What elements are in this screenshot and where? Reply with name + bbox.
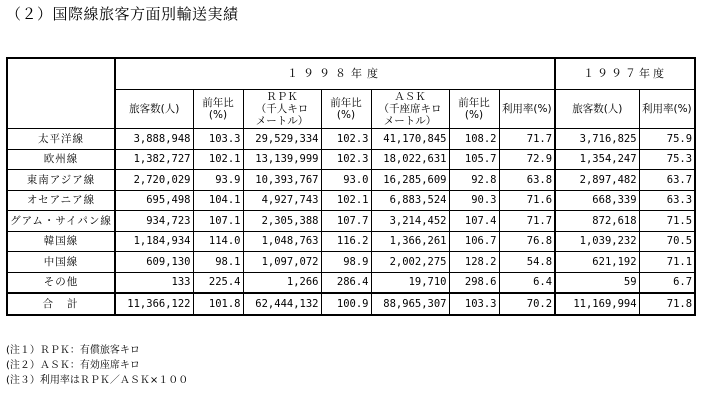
- column-header-load-factor-1997: 利用率(%): [639, 90, 695, 129]
- cell-passengers-1998: 11,366,122: [115, 293, 193, 315]
- cell-ask: 18,022,631: [371, 149, 449, 170]
- cell-ask-yoy: 128.2: [449, 252, 499, 273]
- cell-rpk-yoy: 102.1: [321, 190, 371, 211]
- cell-passengers-1998: 2,720,029: [115, 170, 193, 191]
- cell-passengers-1998: 609,130: [115, 252, 193, 273]
- cell-load-factor-1998: 6.4: [499, 272, 555, 293]
- cell-passengers-yoy: 93.9: [193, 170, 243, 191]
- cell-rpk: 29,529,334: [243, 129, 321, 150]
- cell-rpk-yoy: 100.9: [321, 293, 371, 315]
- cell-load-factor-1997: 63.3: [639, 190, 695, 211]
- cell-load-factor-1998: 76.8: [499, 231, 555, 252]
- region-name: その他: [7, 272, 115, 293]
- cell-passengers-yoy: 107.1: [193, 211, 243, 232]
- cell-ask-yoy: 107.4: [449, 211, 499, 232]
- table-row: [7, 149, 695, 170]
- cell-load-factor-1998: 54.8: [499, 252, 555, 273]
- transport-results-table: [6, 57, 696, 316]
- corner-cell: [7, 58, 115, 129]
- page-title: （２）国際線旅客方面別輸送実績: [6, 5, 239, 23]
- region-name: 欧州線: [7, 149, 115, 170]
- cell-passengers-yoy: 98.1: [193, 252, 243, 273]
- cell-passengers-1997: 668,339: [555, 190, 639, 211]
- cell-load-factor-1997: 71.8: [639, 293, 695, 315]
- cell-passengers-yoy: 114.0: [193, 231, 243, 252]
- cell-rpk-yoy: 116.2: [321, 231, 371, 252]
- cell-load-factor-1998: 71.7: [499, 129, 555, 150]
- region-name: 太平洋線: [7, 129, 115, 150]
- column-header-load-factor-1998: 利用率(%): [499, 90, 555, 129]
- cell-rpk: 1,266: [243, 272, 321, 293]
- cell-passengers-1998: 934,723: [115, 211, 193, 232]
- cell-passengers-1998: 695,498: [115, 190, 193, 211]
- cell-passengers-yoy: 225.4: [193, 272, 243, 293]
- footnote: (注１）ＲＰＫ：有償旅客キロ: [6, 345, 140, 356]
- footnote: (注２）ＡＳＫ：有効座席キロ: [6, 360, 140, 371]
- cell-passengers-yoy: 103.3: [193, 129, 243, 150]
- cell-passengers-1998: 1,184,934: [115, 231, 193, 252]
- cell-ask-yoy: 105.7: [449, 149, 499, 170]
- cell-rpk: 2,305,388: [243, 211, 321, 232]
- cell-rpk: 1,097,072: [243, 252, 321, 273]
- cell-rpk-yoy: 98.9: [321, 252, 371, 273]
- cell-passengers-1997: 872,618: [555, 211, 639, 232]
- cell-ask: 41,170,845: [371, 129, 449, 150]
- cell-load-factor-1997: 6.7: [639, 272, 695, 293]
- column-header-ask-yoy: 前年比(%): [449, 90, 499, 129]
- table-row: [7, 272, 695, 293]
- table-row: [7, 252, 695, 273]
- column-header-ask: ＡＳＫ （千座席キロ メートル）: [371, 90, 449, 129]
- cell-load-factor-1998: 72.9: [499, 149, 555, 170]
- cell-ask: 3,214,452: [371, 211, 449, 232]
- cell-load-factor-1998: 71.6: [499, 190, 555, 211]
- region-name: 東南アジア線: [7, 170, 115, 191]
- cell-passengers-1997: 3,716,825: [555, 129, 639, 150]
- table-row: [7, 129, 695, 150]
- region-name: 韓国線: [7, 231, 115, 252]
- cell-ask-yoy: 92.8: [449, 170, 499, 191]
- cell-passengers-1998: 133: [115, 272, 193, 293]
- cell-ask-yoy: 90.3: [449, 190, 499, 211]
- cell-load-factor-1997: 70.5: [639, 231, 695, 252]
- total-row: [7, 293, 695, 315]
- cell-rpk: 13,139,999: [243, 149, 321, 170]
- footnotes: [6, 343, 188, 388]
- column-header-passengers-yoy: 前年比(%): [193, 90, 243, 129]
- year-1997-header: １９９７年度: [555, 58, 695, 90]
- cell-ask-yoy: 298.6: [449, 272, 499, 293]
- column-header-rpk-yoy: 前年比(%): [321, 90, 371, 129]
- table-row: [7, 231, 695, 252]
- column-header-rpk: ＲＰＫ （千人キロ メートル）: [243, 90, 321, 129]
- cell-rpk-yoy: 102.3: [321, 129, 371, 150]
- cell-ask-yoy: 106.7: [449, 231, 499, 252]
- cell-passengers-1997: 11,169,994: [555, 293, 639, 315]
- cell-ask: 2,002,275: [371, 252, 449, 273]
- cell-passengers-1997: 621,192: [555, 252, 639, 273]
- cell-load-factor-1998: 70.2: [499, 293, 555, 315]
- cell-load-factor-1998: 63.8: [499, 170, 555, 191]
- cell-rpk-yoy: 107.7: [321, 211, 371, 232]
- table-row: [7, 211, 695, 232]
- region-name: オセアニア線: [7, 190, 115, 211]
- cell-load-factor-1997: 63.7: [639, 170, 695, 191]
- cell-load-factor-1998: 71.7: [499, 211, 555, 232]
- cell-rpk-yoy: 93.0: [321, 170, 371, 191]
- cell-load-factor-1997: 71.5: [639, 211, 695, 232]
- region-name: 中国線: [7, 252, 115, 273]
- cell-passengers-yoy: 101.8: [193, 293, 243, 315]
- cell-passengers-1998: 1,382,727: [115, 149, 193, 170]
- cell-ask-yoy: 108.2: [449, 129, 499, 150]
- cell-rpk: 10,393,767: [243, 170, 321, 191]
- cell-ask: 19,710: [371, 272, 449, 293]
- cell-ask: 88,965,307: [371, 293, 449, 315]
- cell-rpk-yoy: 102.3: [321, 149, 371, 170]
- cell-passengers-1997: 1,354,247: [555, 149, 639, 170]
- cell-passengers-1997: 2,897,482: [555, 170, 639, 191]
- region-name: グアム・サイパン線: [7, 211, 115, 232]
- cell-passengers-1998: 3,888,948: [115, 129, 193, 150]
- cell-load-factor-1997: 75.3: [639, 149, 695, 170]
- cell-rpk: 1,048,763: [243, 231, 321, 252]
- total-label: 合計: [7, 293, 115, 315]
- cell-rpk-yoy: 286.4: [321, 272, 371, 293]
- cell-load-factor-1997: 71.1: [639, 252, 695, 273]
- table-row: [7, 190, 695, 211]
- cell-ask: 6,883,524: [371, 190, 449, 211]
- footnote: (注３）利用率はＲＰＫ／ＡＳＫ×１００: [6, 375, 189, 386]
- cell-passengers-1997: 1,039,232: [555, 231, 639, 252]
- column-header-passengers-1997: 旅客数(人): [555, 90, 639, 129]
- cell-passengers-1997: 59: [555, 272, 639, 293]
- cell-ask: 1,366,261: [371, 231, 449, 252]
- cell-rpk: 4,927,743: [243, 190, 321, 211]
- cell-passengers-yoy: 102.1: [193, 149, 243, 170]
- table-row: [7, 170, 695, 191]
- cell-ask-yoy: 103.3: [449, 293, 499, 315]
- cell-passengers-yoy: 104.1: [193, 190, 243, 211]
- column-header-passengers-1998: 旅客数(人): [115, 90, 193, 129]
- year-1998-header: １９９８年度: [115, 58, 555, 90]
- cell-rpk: 62,444,132: [243, 293, 321, 315]
- cell-ask: 16,285,609: [371, 170, 449, 191]
- cell-load-factor-1997: 75.9: [639, 129, 695, 150]
